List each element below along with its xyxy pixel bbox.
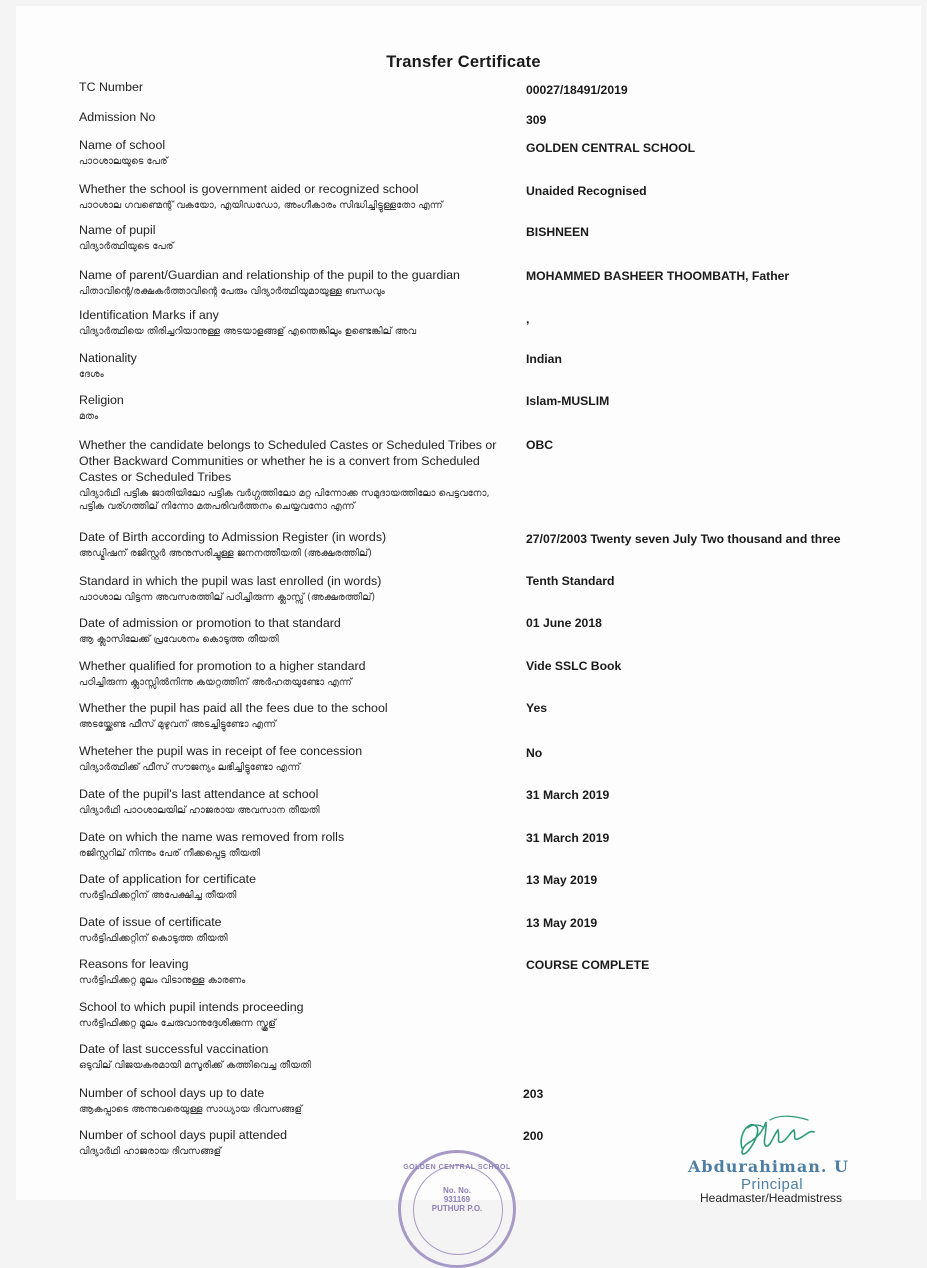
field-value: Tenth Standard — [526, 574, 615, 588]
field-sublabel: അടയ്ക്കേണ്ട ഫീസ് മുഴുവന് അടച്ചിട്ടുണ്ടോ എന്ന് — [79, 719, 277, 730]
principal-name-stamp: Abdurahiman. U — [688, 1157, 849, 1176]
field-label: Whether the school is government aided or recognized school പാഠശാല ഗവണ്മെന്റ് വകയോ, എയിഡഡോ, അംഗീകാരം സിദ്ധിച്ചിട്ടുള്ളതോ എന്ന് — [79, 181, 509, 212]
school-seal-place: PUTHUR P.O. — [431, 1204, 483, 1213]
field-label: School to which pupil intends proceeding സർട്ടിഫിക്കറ്റ മൂലം ചേരുവാനുദ്ദേശിക്കുന്ന സ്കൂള് — [79, 999, 509, 1030]
field-value: Indian — [526, 352, 562, 366]
field-sublabel: അഡ്മിഷന് രജിസ്റ്റർ അനുസരിച്ചുള്ള ജനനത്തീയതി (അക്ഷരത്തില്) — [79, 548, 372, 559]
field-value: COURSE COMPLETE — [526, 958, 650, 972]
field-value: 13 May 2019 — [526, 916, 598, 930]
field-value: Yes — [526, 701, 548, 715]
field-label: Date on which the name was removed from rolls രജിസ്റ്ററില് നിന്നും പേര് നീക്കപ്പെട്ട തീയതി — [79, 829, 509, 860]
field-label: Whether qualified for promotion to a higher standard പഠിച്ചിരുന്ന ക്ലാസ്സിൽനിന്നു കയറ്റത്തിന് അർഹതയുണ്ടോ എന്ന് — [79, 658, 509, 689]
field-sublabel: രജിസ്റ്ററില് നിന്നും പേര് നീക്കപ്പെട്ട തീയതി — [79, 848, 261, 859]
field-sublabel: ദേശം — [79, 369, 104, 380]
field-label: Date of issue of certificate സർട്ടിഫിക്കറ്റിന് കൊടുത്ത തീയതി — [79, 914, 509, 945]
field-label: Reasons for leaving സർട്ടിഫിക്കറ്റ മൂലം വിടാനുള്ള കാരണം — [79, 956, 509, 987]
headmaster-designation: Headmaster/Headmistress — [700, 1191, 843, 1205]
field-sublabel: വിദ്യാർത്ഥിക്ക് ഫീസ് സൗജന്യം ലഭിച്ചിട്ടുണ്ടോ എന്ന് — [79, 762, 301, 773]
field-label: Standard in which the pupil was last enrolled (in words) പാഠശാല വിട്ടന്ന അവസരത്തില് പഠിച്ചിരുന്ന ക്ലാസ്സ് (അക്ഷരത്തില്) — [79, 573, 509, 604]
field-sublabel: പാഠശാല ഗവണ്മെന്റ് വകയോ, എയിഡഡോ, അംഗീകാരം സിദ്ധിച്ചിട്ടുള്ളതോ എന്ന് — [79, 200, 443, 211]
field-label: Date of the pupil's last attendance at school വിദ്യാർഥി പാഠശാലയില് ഹാജരായ അവസാന തീയതി — [79, 786, 509, 817]
field-sublabel: വിദ്യാർത്ഥിയുടെ പേര് — [79, 241, 174, 252]
field-label: Date of application for certificate സർട്ടിഫിക്കറ്റിന് അപേക്ഷിച്ച തീയതി — [79, 871, 509, 902]
field-label: Date of Birth according to Admission Register (in words) അഡ്മിഷന് രജിസ്റ്റർ അനുസരിച്ചുള്ള ജനനത്തീയതി (അക്ഷരത്തില്) — [79, 529, 509, 560]
field-label: TC Number — [79, 80, 144, 94]
field-sublabel: വിദ്യാർഥി പാഠശാലയില് ഹാജരായ അവസാന തീയതി — [79, 805, 320, 816]
field-label: Admission No — [79, 110, 156, 124]
field-sublabel: സർട്ടിഫിക്കറ്റ മൂലം ചേരുവാനുദ്ദേശിക്കുന്ന സ്കൂള് — [79, 1018, 276, 1029]
field-value: MOHAMMED BASHEER THOOMBATH, Father — [526, 269, 790, 283]
field-value: Islam-MUSLIM — [526, 394, 610, 408]
field-value: No — [526, 746, 543, 760]
field-sublabel: സർട്ടിഫിക്കറ്റിന് കൊടുത്ത തീയതി — [79, 933, 228, 944]
field-value: 31 March 2019 — [526, 788, 610, 802]
field-sublabel: പഠിച്ചിരുന്ന ക്ലാസ്സിൽനിന്നു കയറ്റത്തിന് അർഹതയുണ്ടോ എന്ന് — [79, 677, 352, 688]
field-value: 00027/18491/2019 — [526, 83, 628, 97]
field-label: Name of school പാഠശാലയുടെ പേര് — [79, 137, 509, 168]
school-seal-number: 931169 — [443, 1195, 471, 1204]
field-value: OBC — [526, 438, 554, 452]
field-sublabel: പാഠശാലയുടെ പേര് — [79, 156, 168, 167]
school-seal — [398, 1150, 516, 1268]
field-sublabel: വിദ്യാർഥി പട്ടിക ജാതിയിലോ പട്ടിക വർഗ്ഗത്തിലോ മറ്റ പിന്നോക്ക സമുദായത്തിലോ പെട്ടവനോ, പട്ടിക വര്ഗത്തില് നിന്നോ മതപരിവർത്തനം ചെയ്യവനോ എന്ന് — [79, 488, 490, 512]
field-label: Religion മതം — [79, 392, 509, 423]
field-label: Name of pupil വിദ്യാർത്ഥിയുടെ പേര് — [79, 222, 509, 253]
field-value: 13 May 2019 — [526, 873, 598, 887]
field-label: Date of last successful vaccination ഒടുവില് വിജയകരമായി മസൂരിക്ക് കത്തിവെച്ച തീയതി — [79, 1041, 509, 1072]
field-value: , — [526, 312, 530, 326]
field-sublabel: പാഠശാല വിട്ടന്ന അവസരത്തില് പഠിച്ചിരുന്ന ക്ലാസ്സ് (അക്ഷരത്തില്) — [79, 592, 376, 603]
field-value: Vide SSLC Book — [526, 659, 622, 673]
field-sublabel: ആകപ്പാടെ അന്നുവരെയുള്ള സാധ്യായ ദിവസങ്ങള് — [79, 1104, 303, 1115]
field-label: Name of parent/Guardian and relationship of the pupil to the guardian പിതാവിന്റെ/രക്ഷകർത്താവിന്റെ പേരും വിദ്യാർത്ഥിയുമായുള്ള ബന്ധവും — [79, 267, 509, 298]
field-label: Nationality ദേശം — [79, 350, 509, 381]
field-sublabel: സർട്ടിഫിക്കറ്റിന് അപേക്ഷിച്ച തീയതി — [79, 890, 237, 901]
field-label: Wheteher the pupil was in receipt of fee concession വിദ്യാർത്ഥിക്ക് ഫീസ് സൗജന്യം ലഭിച്ചിട്ടുണ്ടോ എന്ന് — [79, 743, 509, 774]
field-label: Whether the pupil has paid all the fees due to the school അടയ്ക്കേണ്ട ഫീസ് മുഴുവന് അടച്ചിട്ടുണ്ടോ എന്ന് — [79, 700, 509, 731]
field-label: Number of school days up to date ആകപ്പാടെ അന്നുവരെയുള്ള സാധ്യായ ദിവസങ്ങള് — [79, 1085, 509, 1116]
field-value: 200 — [523, 1129, 544, 1143]
field-value: 01 June 2018 — [526, 616, 602, 630]
field-sublabel: സർട്ടിഫിക്കറ്റ മൂലം വിടാനുള്ള കാരണം — [79, 975, 246, 986]
field-sublabel: വിദ്യാർഥി ഹാജരായ ദിവസങ്ങള് — [79, 1146, 222, 1157]
field-sublabel: പിതാവിന്റെ/രക്ഷകർത്താവിന്റെ പേരും വിദ്യാർത്ഥിയുമായുള്ള ബന്ധവും — [79, 286, 385, 297]
field-label: Identification Marks if any വിദ്യാർത്ഥിയെ തിരിച്ചറിയാനുള്ള അടയാളങ്ങള് എന്തെങ്കിലും ഉണ്ടെങ്കില് അവ — [79, 307, 509, 338]
document-title: Transfer Certificate — [386, 53, 541, 71]
field-sublabel: ഒടുവില് വിജയകരമായി മസൂരിക്ക് കത്തിവെച്ച തീയതി — [79, 1060, 311, 1071]
field-value: 31 March 2019 — [526, 831, 610, 845]
field-sublabel: ആ ക്ലാസിലേക്ക് പ്രവേശനം കൊടുത്ത തീയതി — [79, 634, 279, 645]
principal-title-stamp: Principal — [741, 1176, 804, 1193]
field-sublabel: വിദ്യാർത്ഥിയെ തിരിച്ചറിയാനുള്ള അടയാളങ്ങള് എന്തെങ്കിലും ഉണ്ടെങ്കില് അവ — [79, 326, 417, 337]
field-value: BISHNEEN — [526, 225, 589, 239]
field-label: Whether the candidate belongs to Scheduled Castes or Scheduled Tribes or Other Backward Communities or whether he is a convert from Scheduled Castes or Scheduled Tribes വിദ്യാർഥി പട്ടിക ജാതിയിലോ പട്ടിക വർഗ്ഗത്തിലോ മറ്റ പിന്നോക്ക സമുദായത്തിലോ പെട്ടവനോ, പട്ടിക വര്ഗത്തില് നിന്നോ മതപരിവർത്തനം ചെയ്യവനോ എന്ന് — [79, 437, 504, 513]
field-value: Unaided Recognised — [526, 184, 647, 198]
field-value: 27/07/2003 Twenty seven July Two thousand and three — [526, 532, 841, 546]
field-label: Date of admission or promotion to that standard ആ ക്ലാസിലേക്ക് പ്രവേശനം കൊടുത്ത തീയതി — [79, 615, 509, 646]
field-value: 203 — [523, 1087, 544, 1101]
school-seal-name: GOLDEN CENTRAL SCHOOL — [403, 1164, 511, 1171]
field-sublabel: മതം — [79, 411, 99, 422]
school-seal-line: No. No. — [443, 1186, 471, 1195]
principal-signature — [730, 1108, 830, 1163]
field-label: Number of school days pupil attended വിദ്യാർഥി ഹാജരായ ദിവസങ്ങള് — [79, 1127, 509, 1158]
field-value: 309 — [526, 113, 547, 127]
field-value: GOLDEN CENTRAL SCHOOL — [526, 141, 696, 155]
